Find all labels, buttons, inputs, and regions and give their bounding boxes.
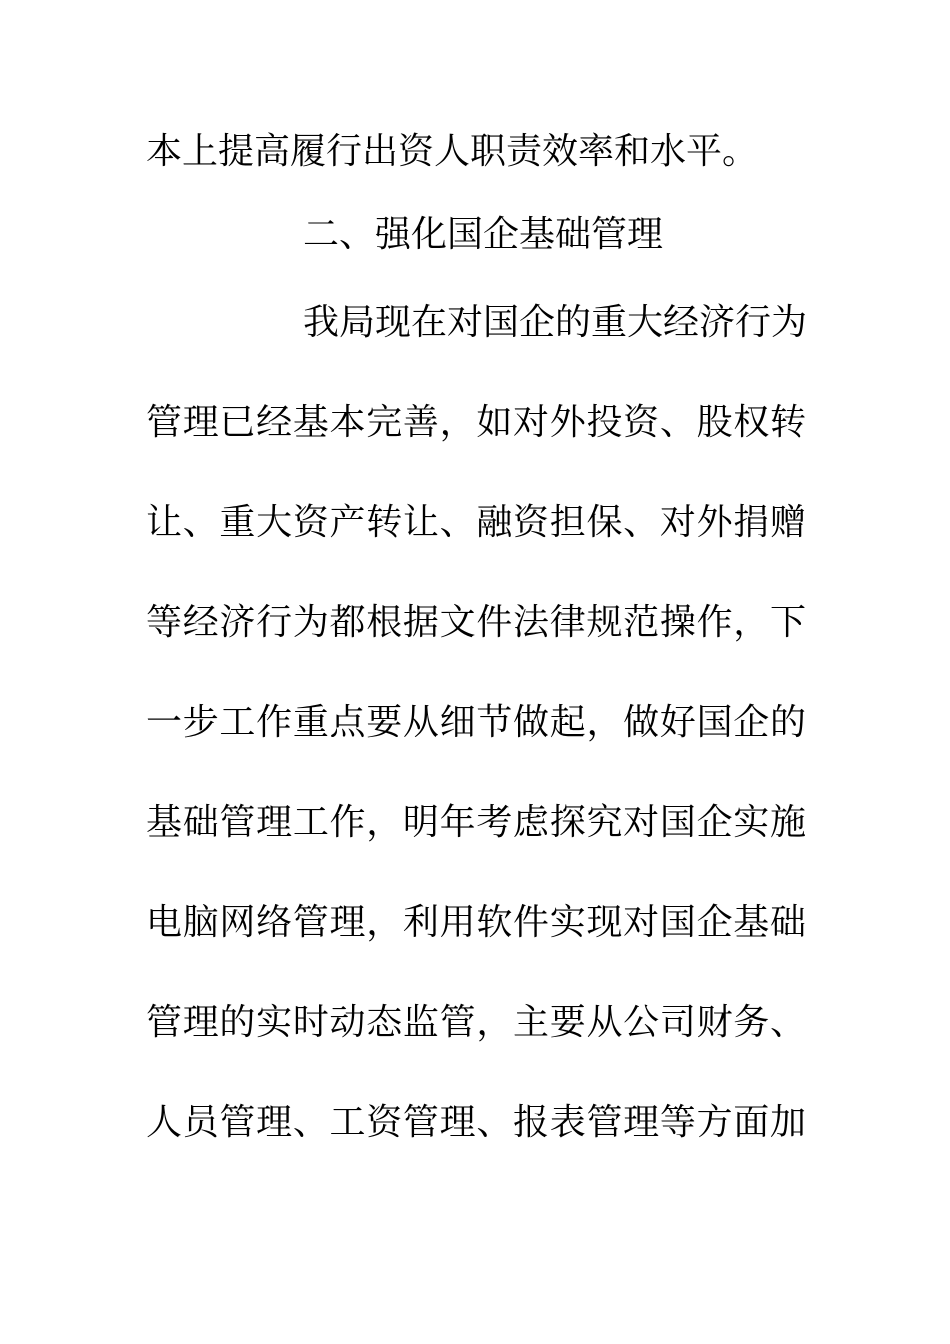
paragraph-line-6: 一步工作重点要从细节做起，做好国企的 bbox=[146, 702, 806, 743]
paragraph-line-10: 人员管理、工资管理、报表管理等方面加 bbox=[146, 1102, 806, 1143]
section-heading: 二、强化国企基础管理 bbox=[303, 214, 664, 255]
paragraph-line-5: 等经济行为都根据文件法律规范操作，下 bbox=[146, 602, 806, 643]
paragraph-line-2: 我局现在对国企的重大经济行为 bbox=[303, 302, 808, 343]
paragraph-line-1: 本上提高履行出资人职责效率和水平。 bbox=[146, 131, 759, 172]
paragraph-line-7: 基础管理工作，明年考虑探究对国企实施 bbox=[146, 802, 806, 843]
paragraph-line-3: 管理已经基本完善，如对外投资、股权转 bbox=[146, 402, 806, 443]
paragraph-line-4: 让、重大资产转让、融资担保、对外捐赠 bbox=[146, 502, 806, 543]
paragraph-line-8: 电脑网络管理，利用软件实现对国企基础 bbox=[146, 902, 806, 943]
paragraph-line-9: 管理的实时动态监管，主要从公司财务、 bbox=[146, 1002, 806, 1043]
